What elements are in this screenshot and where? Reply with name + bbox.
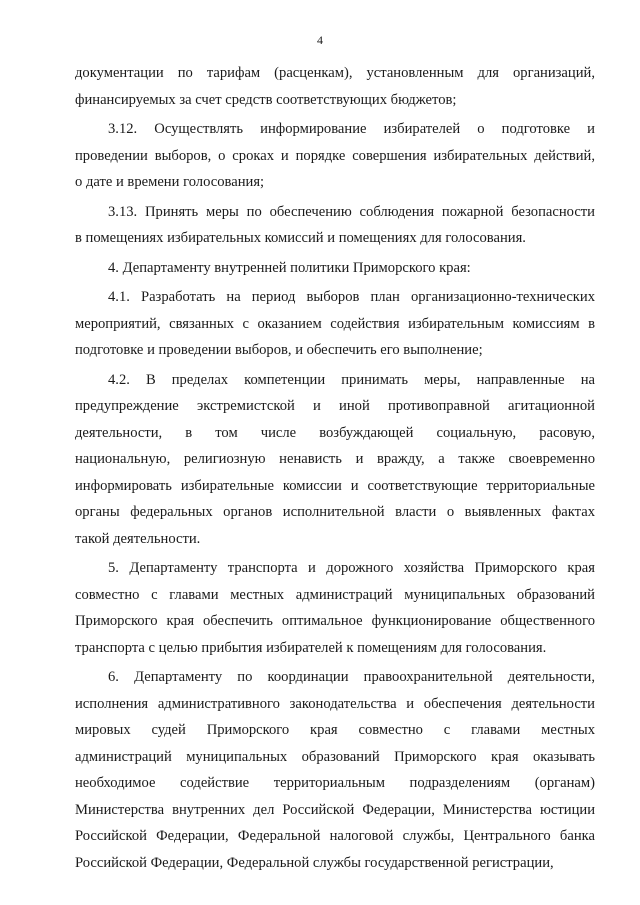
text-line: 5. Департаменту транспорта и дорожного хозяйства Приморского края bbox=[108, 560, 595, 576]
text-line: такой деятельности. bbox=[75, 530, 201, 547]
text-line: Приморского края обеспечить оптимальное функционирование общественного bbox=[75, 613, 595, 629]
paragraph-p-4-1 bbox=[75, 284, 595, 364]
paragraph-p-5 bbox=[75, 555, 595, 661]
text-line: предупреждение экстремистской и иной противоправной агитационной bbox=[75, 398, 595, 414]
text-line: национальную, религиозную ненависть и вражду, а также своевременно bbox=[75, 451, 595, 467]
text-line: о дате и времени голосования; bbox=[75, 174, 265, 190]
text-line: Российской Федерации, Федеральной налоговой службы, Центрального банка bbox=[75, 828, 595, 844]
paragraph-p-3-11-cont bbox=[75, 60, 595, 113]
text-line: 3.12. Осуществлять информирование избирателей о подготовке и bbox=[108, 121, 595, 137]
paragraph-p-3-12 bbox=[75, 116, 595, 196]
text-line: мировых судей Приморского края совместно с главами местных bbox=[75, 722, 595, 738]
text-line: 4.1. Разработать на период выборов план организационно-технических bbox=[108, 289, 595, 305]
text-line: 4. Департаменту внутренней политики Приморского края: bbox=[108, 259, 471, 276]
text-line: 3.13. Принять меры по обеспечению соблюдения пожарной безопасности bbox=[108, 203, 595, 220]
text-line: документации по тарифам (расценкам), установленным для организаций, bbox=[75, 65, 595, 81]
text-line: необходимое содействие территориальным подразделениям (органам) bbox=[75, 775, 595, 791]
text-line: 4.2. В пределах компетенции принимать меры, направленные на bbox=[108, 371, 595, 388]
text-line: деятельности, в том числе возбуждающей социальную, расовую, bbox=[75, 424, 595, 441]
text-line: мероприятий, связанных с оказанием содействия избирательным комиссиям в bbox=[75, 315, 595, 332]
paragraph-p-4 bbox=[75, 255, 595, 282]
paragraph-p-3-13 bbox=[75, 199, 595, 252]
text-line: в помещениях избирательных комиссий и помещениях для голосования. bbox=[75, 230, 526, 246]
text-line: Министерства внутренних дел Российской Федерации, Министерства юстиции bbox=[75, 801, 595, 818]
document-body bbox=[75, 60, 595, 876]
text-line: проведении выборов, о сроках и порядке совершения избирательных действий, bbox=[75, 147, 595, 164]
text-line: органы федеральных органов исполнительной власти о выявленных фактах bbox=[75, 504, 595, 520]
text-line: информировать избирательные комиссии и соответствующие территориальные bbox=[75, 477, 595, 494]
text-line: подготовке и проведении выборов, и обеспечить его выполнение; bbox=[75, 342, 483, 358]
page-number: 4 bbox=[317, 33, 323, 47]
text-line: администраций муниципальных образований Приморского края оказывать bbox=[75, 748, 595, 765]
paragraph-p-4-2 bbox=[75, 367, 595, 553]
text-line: транспорта с целью прибытия избирателей к помещениям для голосования. bbox=[75, 639, 547, 656]
text-line: финансируемых за счет средств соответствующих бюджетов; bbox=[75, 91, 457, 108]
text-line: Российской Федерации, Федеральной службы государственной регистрации, bbox=[75, 854, 554, 871]
text-line: исполнения административного законодательства и обеспечения деятельности bbox=[75, 695, 595, 712]
text-line: 6. Департаменту по координации правоохранительной деятельности, bbox=[108, 669, 595, 685]
text-line: совместно с главами местных администраций муниципальных образований bbox=[75, 586, 595, 603]
paragraph-p-6 bbox=[75, 664, 595, 876]
